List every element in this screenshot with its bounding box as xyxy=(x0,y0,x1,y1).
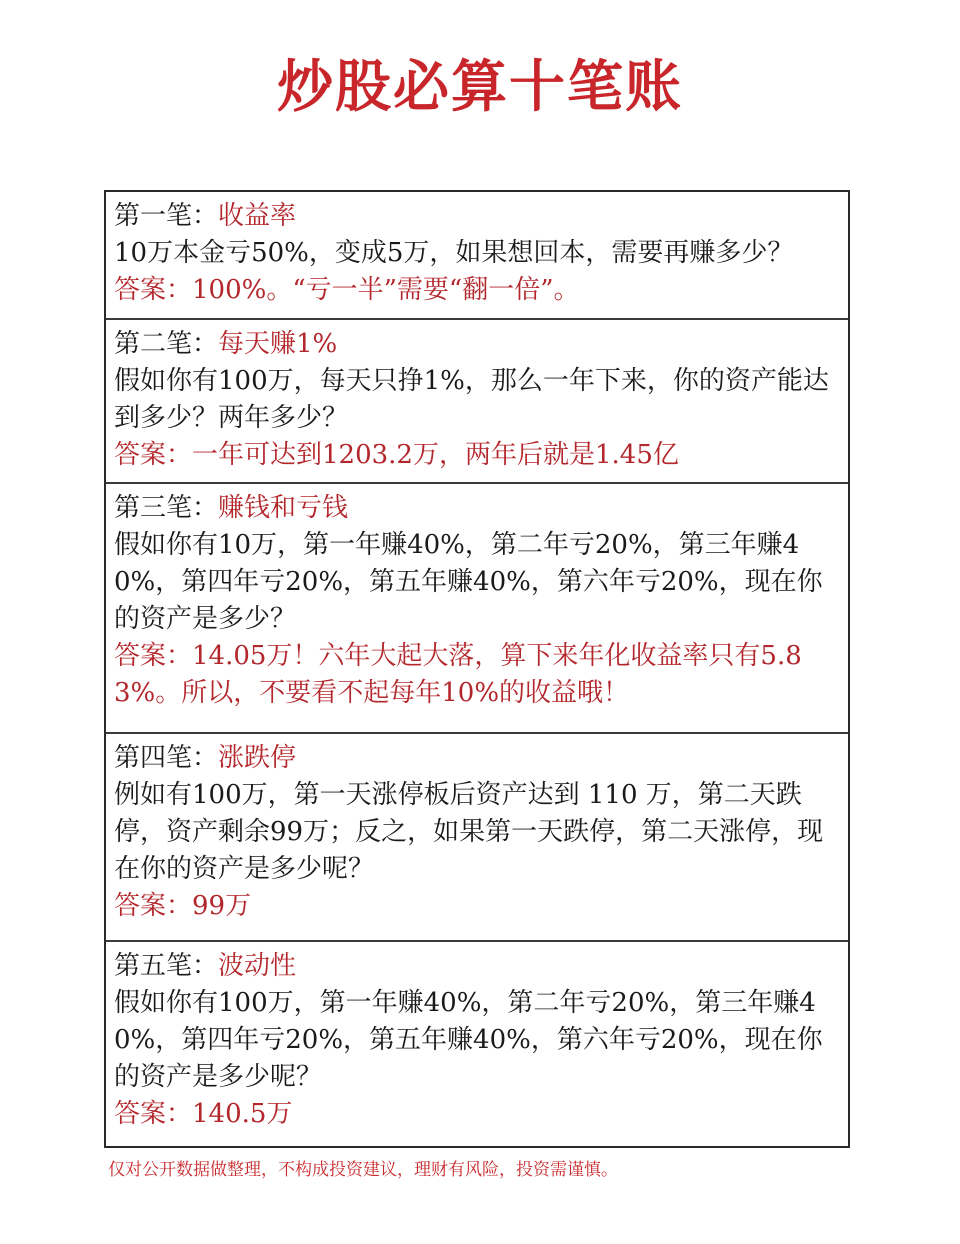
ledger-entry-5 xyxy=(106,940,848,1146)
ledger-entry-1 xyxy=(106,192,848,318)
entry-heading xyxy=(114,948,842,985)
entry-question: 例如有100万，第一天涨停板后资产达到 110 万，第二天跌停，资产剩余99万；反之，如果第一天跌停，第二天涨停，现在你的资产是多少呢？ xyxy=(114,780,824,884)
entry-heading xyxy=(114,490,842,527)
entry-label: 第二笔： xyxy=(114,329,219,359)
entry-label: 第五笔： xyxy=(114,951,219,981)
ledger-entry-3 xyxy=(106,482,848,732)
entry-topic: 收益率 xyxy=(218,201,297,231)
entry-answer: 答案：99万 xyxy=(114,891,252,921)
entry-question: 假如你有100万，第一年赚40%，第二年亏20%，第三年赚40%，第四年亏20%，第五年赚40%，第六年亏20%，现在你的资产是多少呢？ xyxy=(114,988,823,1092)
entry-answer: 答案：14.05万！六年大起大落，算下来年化收益率只有5.83%。所以，不要看不起每年10%的收益哦！ xyxy=(114,641,802,708)
entry-topic: 波动性 xyxy=(218,951,297,981)
entry-label: 第三笔： xyxy=(114,493,219,523)
entry-label: 第四笔： xyxy=(114,743,219,773)
entry-heading xyxy=(114,326,842,363)
entry-heading xyxy=(114,198,842,235)
entry-answer: 答案：140.5万 xyxy=(114,1099,293,1129)
page-title: 炒股必算十笔账 xyxy=(277,55,683,120)
entry-answer: 答案：100%。“亏一半”需要“翻一倍”。 xyxy=(114,275,580,305)
entry-question: 假如你有10万，第一年赚40%，第二年亏20%，第三年赚40%，第四年亏20%，第五年赚40%，第六年亏20%，现在你的资产是多少？ xyxy=(114,530,823,634)
entry-question: 10万本金亏50%，变成5万，如果想回本，需要再赚多少？ xyxy=(114,238,794,268)
entry-answer: 答案：一年可达到1203.2万，两年后就是1.45亿 xyxy=(114,440,679,470)
entry-topic: 赚钱和亏钱 xyxy=(218,493,349,523)
ledger-table xyxy=(104,190,850,1148)
ledger-entry-2 xyxy=(106,318,848,482)
entry-question: 假如你有100万，每天只挣1%，那么一年下来，你的资产能达到多少？两年多少？ xyxy=(114,366,829,433)
disclaimer-note: 仅对公开数据做整理，不构成投资建议，理财有风险，投资需谨慎。 xyxy=(108,1160,618,1180)
entry-label: 第一笔： xyxy=(114,201,219,231)
entry-heading xyxy=(114,740,842,777)
entry-topic: 涨跌停 xyxy=(218,743,297,773)
ledger-entry-4 xyxy=(106,732,848,940)
entry-topic: 每天赚1% xyxy=(218,329,338,359)
